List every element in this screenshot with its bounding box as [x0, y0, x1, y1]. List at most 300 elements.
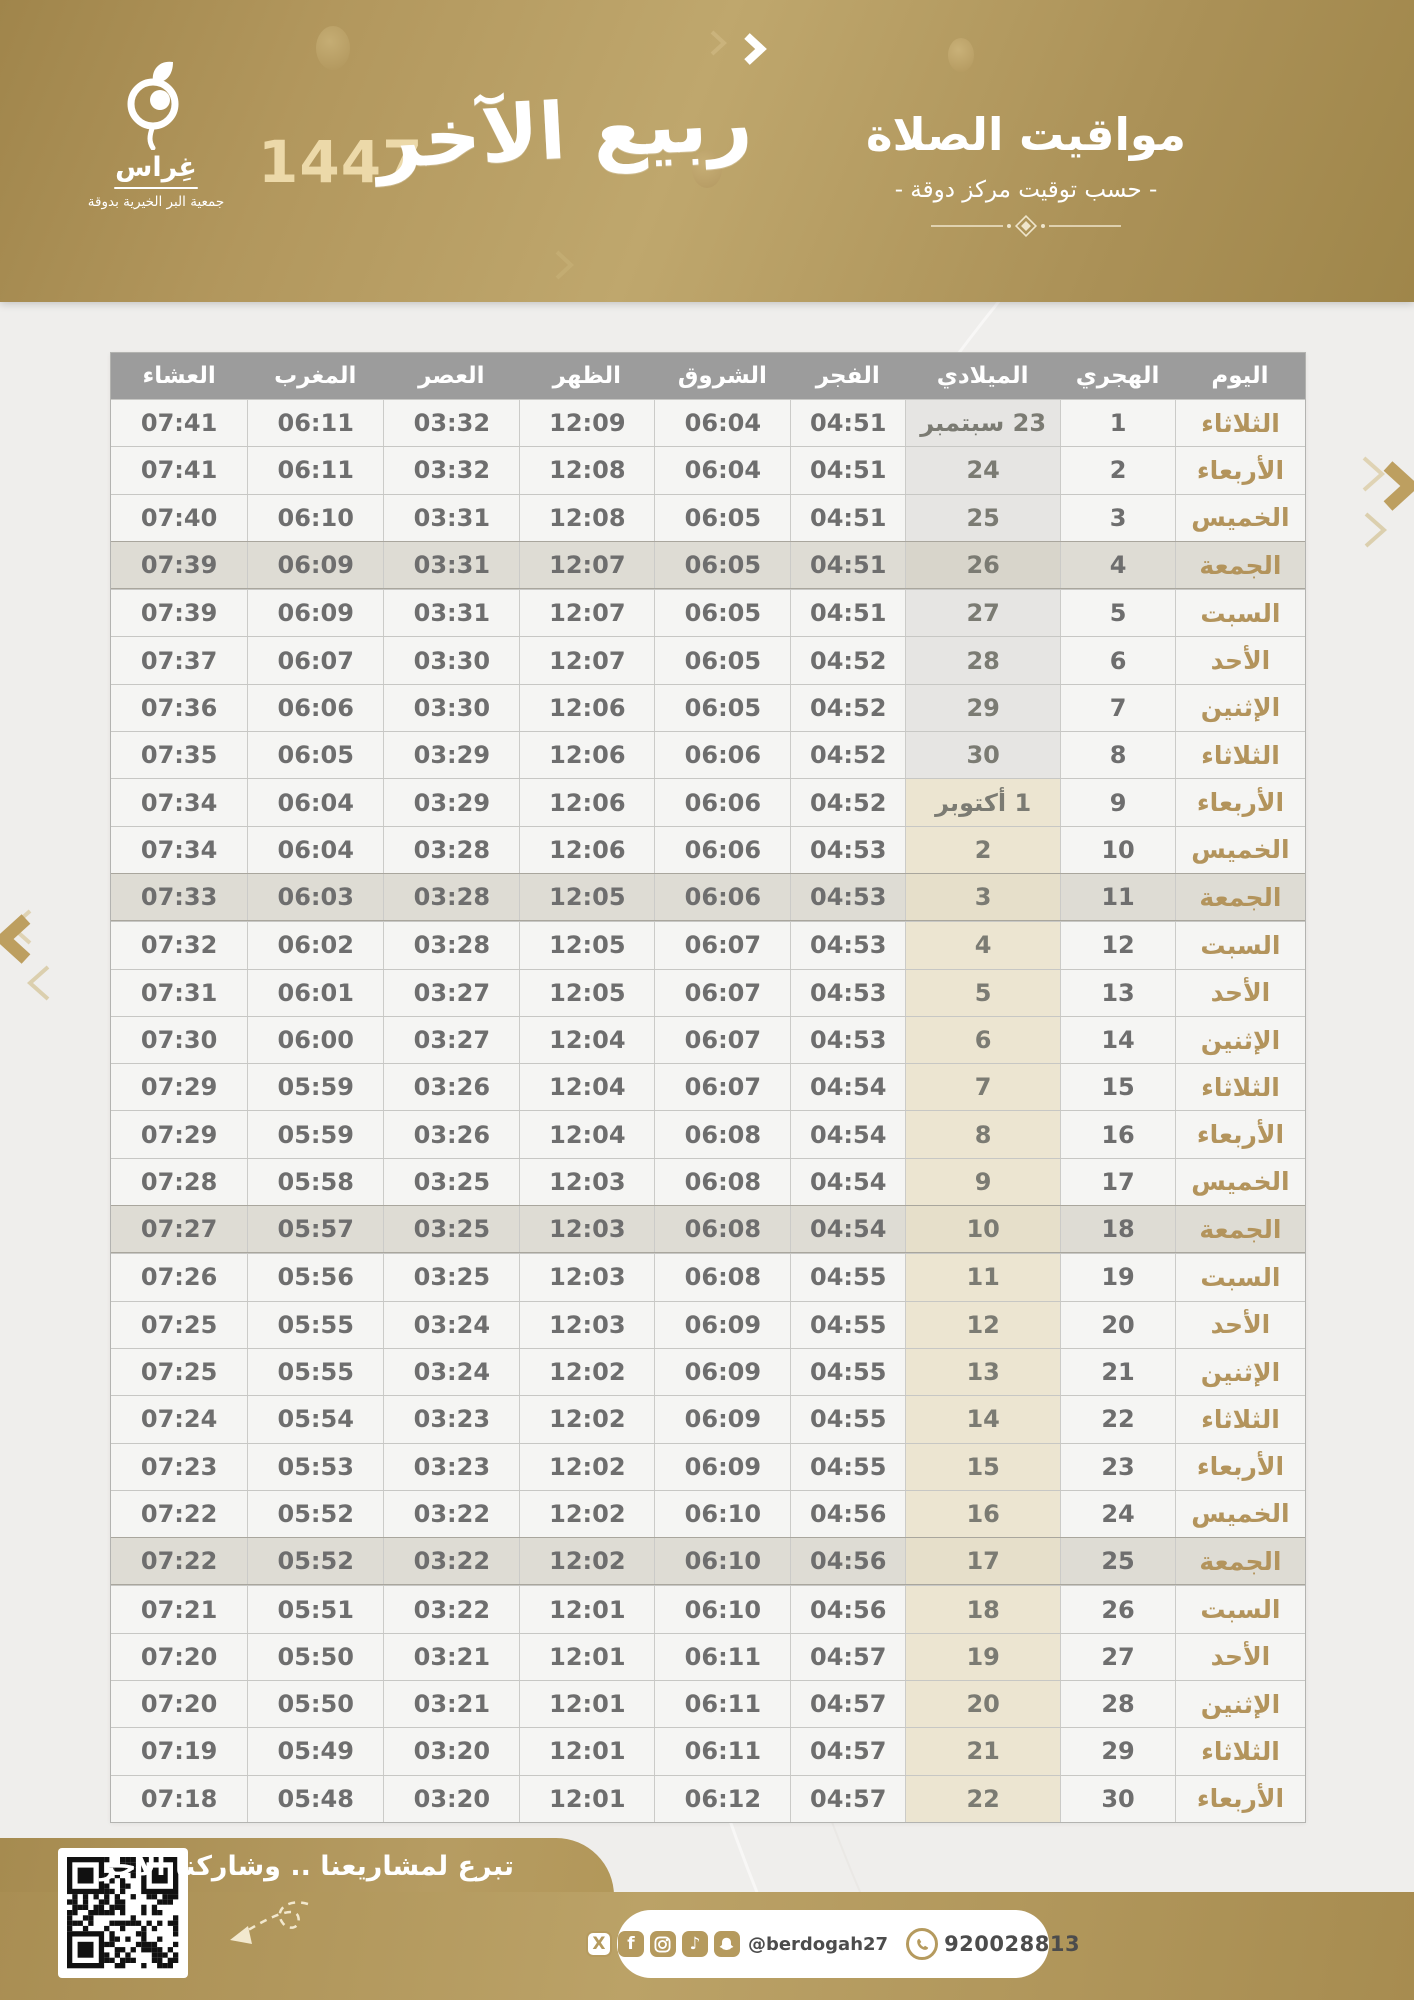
cell-isha: 07:21 [111, 1586, 247, 1632]
cell-asr: 03:25 [383, 1159, 519, 1205]
cell-maghrib: 05:56 [247, 1254, 383, 1300]
cell-fajr: 04:55 [790, 1302, 905, 1348]
cell-fajr: 04:54 [790, 1206, 905, 1252]
cell-asr: 03:27 [383, 1017, 519, 1063]
cell-asr: 03:31 [383, 590, 519, 636]
cell-isha: 07:22 [111, 1538, 247, 1584]
cell-fajr: 04:52 [790, 637, 905, 683]
cell-greg: 5 [905, 970, 1060, 1016]
cell-maghrib: 05:55 [247, 1302, 383, 1348]
cell-day: الأحد [1175, 1302, 1305, 1348]
cell-day: الخميس [1175, 827, 1305, 873]
table-row [111, 969, 1305, 1016]
instagram-icon [650, 1931, 676, 1957]
whatsapp-icon [906, 1928, 938, 1960]
cell-dhuhr: 12:06 [519, 732, 654, 778]
cell-sunrise: 06:08 [654, 1111, 790, 1157]
cell-greg: 7 [905, 1064, 1060, 1110]
logo-organization: جمعية البر الخيرية بدوقة [87, 194, 225, 210]
cell-day: الأربعاء [1175, 1776, 1305, 1822]
cell-asr: 03:30 [383, 685, 519, 731]
table-row [111, 1063, 1305, 1110]
social-contact-pill [592, 1910, 1081, 1978]
cell-sunrise: 06:08 [654, 1206, 790, 1252]
cell-sunrise: 06:12 [654, 1776, 790, 1822]
cell-dhuhr: 12:05 [519, 970, 654, 1016]
cell-hijri: 3 [1060, 495, 1175, 541]
cell-maghrib: 06:02 [247, 922, 383, 968]
cell-greg: 2 [905, 827, 1060, 873]
cell-day: الثلاثاء [1175, 1064, 1305, 1110]
cell-isha: 07:33 [111, 874, 247, 920]
cell-maghrib: 06:11 [247, 400, 383, 446]
cell-isha: 07:34 [111, 827, 247, 873]
table-body [111, 399, 1305, 1822]
ornament-divider-icon [931, 215, 1121, 237]
cell-fajr: 04:53 [790, 874, 905, 920]
bubble-decoration [948, 38, 974, 72]
cell-sunrise: 06:05 [654, 637, 790, 683]
page-subtitle: - حسب توقيت مركز دوقة - [894, 177, 1158, 203]
cell-sunrise: 06:05 [654, 590, 790, 636]
cell-sunrise: 06:07 [654, 922, 790, 968]
cell-greg: 15 [905, 1444, 1060, 1490]
cell-dhuhr: 12:05 [519, 922, 654, 968]
cell-greg: 24 [905, 447, 1060, 493]
cell-asr: 03:21 [383, 1681, 519, 1727]
cell-maghrib: 05:48 [247, 1776, 383, 1822]
cell-dhuhr: 12:02 [519, 1444, 654, 1490]
cell-asr: 03:29 [383, 779, 519, 825]
cell-hijri: 27 [1060, 1634, 1175, 1680]
cell-hijri: 18 [1060, 1206, 1175, 1252]
cell-greg: 26 [905, 542, 1060, 588]
cell-greg: 23 سبتمبر [905, 400, 1060, 446]
cell-day: الأربعاء [1175, 1444, 1305, 1490]
cell-maghrib: 06:10 [247, 495, 383, 541]
cell-sunrise: 06:07 [654, 1017, 790, 1063]
cell-isha: 07:31 [111, 970, 247, 1016]
phone-number: 920028813 [944, 1932, 1081, 1956]
cell-sunrise: 06:05 [654, 542, 790, 588]
table-row [111, 494, 1305, 541]
cell-fajr: 04:52 [790, 779, 905, 825]
cell-maghrib: 06:11 [247, 447, 383, 493]
cell-isha: 07:19 [111, 1728, 247, 1774]
table-row [111, 1395, 1305, 1442]
cell-sunrise: 06:06 [654, 874, 790, 920]
cell-dhuhr: 12:08 [519, 495, 654, 541]
chevron-right-icon [552, 248, 578, 282]
cell-day: الإثنين [1175, 1017, 1305, 1063]
cell-asr: 03:28 [383, 922, 519, 968]
cell-dhuhr: 12:09 [519, 400, 654, 446]
header-banner [0, 0, 1414, 302]
cell-dhuhr: 12:08 [519, 447, 654, 493]
cell-day: السبت [1175, 1586, 1305, 1632]
cell-dhuhr: 12:06 [519, 779, 654, 825]
cell-fajr: 04:51 [790, 447, 905, 493]
cell-sunrise: 06:06 [654, 732, 790, 778]
cell-sunrise: 06:10 [654, 1586, 790, 1632]
cell-asr: 03:28 [383, 874, 519, 920]
table-row [111, 826, 1305, 873]
column-header-maghrib: المغرب [274, 363, 357, 389]
cell-maghrib: 05:51 [247, 1586, 383, 1632]
cell-greg: 13 [905, 1349, 1060, 1395]
cell-maghrib: 05:50 [247, 1681, 383, 1727]
cell-greg: 18 [905, 1586, 1060, 1632]
cell-day: الثلاثاء [1175, 1396, 1305, 1442]
cell-sunrise: 06:11 [654, 1681, 790, 1727]
cell-asr: 03:22 [383, 1491, 519, 1537]
cell-dhuhr: 12:07 [519, 542, 654, 588]
table-row [111, 873, 1305, 921]
cell-dhuhr: 12:02 [519, 1538, 654, 1584]
cell-sunrise: 06:04 [654, 400, 790, 446]
table-row [111, 1443, 1305, 1490]
cell-isha: 07:32 [111, 922, 247, 968]
cell-asr: 03:31 [383, 542, 519, 588]
cell-maghrib: 05:52 [247, 1491, 383, 1537]
table-row [111, 446, 1305, 493]
cell-hijri: 1 [1060, 400, 1175, 446]
table-row [111, 589, 1305, 636]
cell-day: الأربعاء [1175, 1111, 1305, 1157]
prayer-times-table [110, 352, 1306, 1823]
cell-isha: 07:20 [111, 1634, 247, 1680]
cell-dhuhr: 12:06 [519, 685, 654, 731]
x-icon: X [586, 1931, 612, 1957]
cell-sunrise: 06:11 [654, 1634, 790, 1680]
table-row [111, 1348, 1305, 1395]
cell-dhuhr: 12:01 [519, 1586, 654, 1632]
cell-greg: 16 [905, 1491, 1060, 1537]
cell-hijri: 28 [1060, 1681, 1175, 1727]
cell-hijri: 15 [1060, 1064, 1175, 1110]
cell-sunrise: 06:05 [654, 685, 790, 731]
cell-maghrib: 05:54 [247, 1396, 383, 1442]
cell-greg: 6 [905, 1017, 1060, 1063]
plant-logo-icon [113, 58, 199, 150]
table-row [111, 1253, 1305, 1300]
cell-greg: 20 [905, 1681, 1060, 1727]
cell-sunrise: 06:04 [654, 447, 790, 493]
cell-greg: 9 [905, 1159, 1060, 1205]
cell-day: السبت [1175, 590, 1305, 636]
cell-sunrise: 06:09 [654, 1396, 790, 1442]
logo-rule [114, 187, 198, 189]
month-calligraphy: ربيع الآخر [373, 77, 755, 187]
cell-greg: 11 [905, 1254, 1060, 1300]
cell-isha: 07:41 [111, 447, 247, 493]
cell-isha: 07:41 [111, 400, 247, 446]
cell-fajr: 04:51 [790, 495, 905, 541]
cell-maghrib: 06:04 [247, 779, 383, 825]
table-header-row [111, 353, 1305, 399]
table-row [111, 399, 1305, 446]
cell-sunrise: 06:11 [654, 1728, 790, 1774]
cell-dhuhr: 12:07 [519, 590, 654, 636]
cell-sunrise: 06:08 [654, 1159, 790, 1205]
title-block [766, 108, 1286, 241]
cell-fajr: 04:56 [790, 1491, 905, 1537]
cell-hijri: 29 [1060, 1728, 1175, 1774]
cell-dhuhr: 12:06 [519, 827, 654, 873]
cell-dhuhr: 12:04 [519, 1017, 654, 1063]
donate-text: تبرع لمشاريعنا .. وشاركنا الأجر [100, 1851, 514, 1882]
cell-dhuhr: 12:02 [519, 1491, 654, 1537]
table-row [111, 1775, 1305, 1822]
cell-hijri: 14 [1060, 1017, 1175, 1063]
cell-sunrise: 06:06 [654, 779, 790, 825]
cell-fajr: 04:55 [790, 1396, 905, 1442]
table-row [111, 921, 1305, 968]
cell-fajr: 04:51 [790, 590, 905, 636]
cell-maghrib: 05:50 [247, 1634, 383, 1680]
table-row [111, 1585, 1305, 1632]
cell-hijri: 12 [1060, 922, 1175, 968]
cell-day: الأحد [1175, 1634, 1305, 1680]
cell-isha: 07:34 [111, 779, 247, 825]
cell-hijri: 24 [1060, 1491, 1175, 1537]
table-row [111, 1633, 1305, 1680]
left-chevrons-decoration [0, 905, 110, 1019]
right-chevrons-decoration [1304, 452, 1414, 566]
cell-maghrib: 05:49 [247, 1728, 383, 1774]
cell-isha: 07:23 [111, 1444, 247, 1490]
cell-dhuhr: 12:01 [519, 1776, 654, 1822]
table-row [111, 778, 1305, 825]
table-row [111, 1158, 1305, 1205]
cell-dhuhr: 12:03 [519, 1302, 654, 1348]
cell-day: الخميس [1175, 1159, 1305, 1205]
cell-hijri: 8 [1060, 732, 1175, 778]
cell-hijri: 13 [1060, 970, 1175, 1016]
cell-asr: 03:20 [383, 1728, 519, 1774]
cell-isha: 07:28 [111, 1159, 247, 1205]
cell-fajr: 04:54 [790, 1064, 905, 1110]
cell-sunrise: 06:07 [654, 1064, 790, 1110]
cell-fajr: 04:55 [790, 1349, 905, 1395]
cell-greg: 25 [905, 495, 1060, 541]
cell-dhuhr: 12:03 [519, 1206, 654, 1252]
cell-asr: 03:23 [383, 1444, 519, 1490]
cell-hijri: 9 [1060, 779, 1175, 825]
table-row [111, 731, 1305, 778]
column-header-isha: العشاء [142, 363, 216, 389]
chevron-right-icon [742, 32, 768, 66]
cell-sunrise: 06:09 [654, 1349, 790, 1395]
cell-asr: 03:25 [383, 1254, 519, 1300]
cell-fajr: 04:57 [790, 1634, 905, 1680]
cell-isha: 07:37 [111, 637, 247, 683]
cell-dhuhr: 12:01 [519, 1634, 654, 1680]
snapchat-icon [714, 1931, 740, 1957]
cell-greg: 4 [905, 922, 1060, 968]
page-title: مواقيت الصلاة [865, 108, 1187, 161]
cell-maghrib: 05:55 [247, 1349, 383, 1395]
cell-asr: 03:20 [383, 1776, 519, 1822]
cell-maghrib: 06:09 [247, 542, 383, 588]
cell-maghrib: 05:58 [247, 1159, 383, 1205]
cell-day: السبت [1175, 922, 1305, 968]
cell-day: الإثنين [1175, 685, 1305, 731]
charity-logo [78, 58, 234, 210]
cell-greg: 27 [905, 590, 1060, 636]
column-header-day: اليوم [1211, 363, 1269, 389]
cell-greg: 1 أكتوبر [905, 779, 1060, 825]
tiktok-icon: ♪ [682, 1931, 708, 1957]
cell-maghrib: 05:53 [247, 1444, 383, 1490]
cell-day: الثلاثاء [1175, 1728, 1305, 1774]
cell-sunrise: 06:09 [654, 1302, 790, 1348]
table-row [111, 1727, 1305, 1774]
cell-greg: 14 [905, 1396, 1060, 1442]
cell-fajr: 04:56 [790, 1538, 905, 1584]
cell-day: السبت [1175, 1254, 1305, 1300]
cell-hijri: 11 [1060, 874, 1175, 920]
cell-day: الجمعة [1175, 542, 1305, 588]
cell-maghrib: 06:09 [247, 590, 383, 636]
cell-asr: 03:22 [383, 1538, 519, 1584]
column-header-greg: الميلادي [936, 363, 1029, 389]
cell-fajr: 04:57 [790, 1681, 905, 1727]
cell-dhuhr: 12:01 [519, 1681, 654, 1727]
cell-hijri: 20 [1060, 1302, 1175, 1348]
column-header-fajr: الفجر [815, 363, 880, 389]
cell-day: الخميس [1175, 1491, 1305, 1537]
cell-asr: 03:24 [383, 1302, 519, 1348]
bubble-decoration [316, 26, 350, 70]
cell-greg: 10 [905, 1206, 1060, 1252]
cell-greg: 19 [905, 1634, 1060, 1680]
cell-hijri: 5 [1060, 590, 1175, 636]
cell-dhuhr: 12:03 [519, 1159, 654, 1205]
cell-isha: 07:24 [111, 1396, 247, 1442]
cell-sunrise: 06:06 [654, 827, 790, 873]
cell-isha: 07:22 [111, 1491, 247, 1537]
cell-asr: 03:29 [383, 732, 519, 778]
cell-dhuhr: 12:04 [519, 1111, 654, 1157]
cell-fajr: 04:55 [790, 1254, 905, 1300]
cell-isha: 07:25 [111, 1302, 247, 1348]
cell-day: الأربعاء [1175, 447, 1305, 493]
table-row [111, 1205, 1305, 1253]
cell-hijri: 10 [1060, 827, 1175, 873]
cell-asr: 03:32 [383, 447, 519, 493]
cell-asr: 03:27 [383, 970, 519, 1016]
cell-maghrib: 05:59 [247, 1064, 383, 1110]
cell-dhuhr: 12:05 [519, 874, 654, 920]
cell-sunrise: 06:08 [654, 1254, 790, 1300]
cell-isha: 07:36 [111, 685, 247, 731]
cell-greg: 8 [905, 1111, 1060, 1157]
cell-isha: 07:27 [111, 1206, 247, 1252]
table-row [111, 636, 1305, 683]
cell-day: الخميس [1175, 495, 1305, 541]
cell-maghrib: 06:07 [247, 637, 383, 683]
cell-fajr: 04:57 [790, 1728, 905, 1774]
cell-day: الأحد [1175, 637, 1305, 683]
cell-greg: 12 [905, 1302, 1060, 1348]
cell-asr: 03:24 [383, 1349, 519, 1395]
logo-name: غِراس [115, 152, 197, 183]
cell-day: الجمعة [1175, 1538, 1305, 1584]
cell-asr: 03:26 [383, 1111, 519, 1157]
cell-fajr: 04:52 [790, 685, 905, 731]
cell-maghrib: 06:04 [247, 827, 383, 873]
cell-maghrib: 06:03 [247, 874, 383, 920]
cell-hijri: 23 [1060, 1444, 1175, 1490]
cell-dhuhr: 12:02 [519, 1349, 654, 1395]
cell-dhuhr: 12:07 [519, 637, 654, 683]
table-row [111, 1016, 1305, 1063]
cell-hijri: 22 [1060, 1396, 1175, 1442]
cell-day: الثلاثاء [1175, 732, 1305, 778]
cell-sunrise: 06:05 [654, 495, 790, 541]
cell-isha: 07:39 [111, 542, 247, 588]
cell-isha: 07:39 [111, 590, 247, 636]
cell-fajr: 04:53 [790, 1017, 905, 1063]
cell-day: الجمعة [1175, 1206, 1305, 1252]
cell-sunrise: 06:09 [654, 1444, 790, 1490]
cell-fajr: 04:53 [790, 970, 905, 1016]
cell-maghrib: 06:00 [247, 1017, 383, 1063]
table-row [111, 1301, 1305, 1348]
column-header-dhuhr: الظهر [552, 363, 622, 389]
cell-asr: 03:21 [383, 1634, 519, 1680]
table-row [111, 1680, 1305, 1727]
facebook-icon: f [618, 1931, 644, 1957]
cell-day: الأحد [1175, 970, 1305, 1016]
cell-fajr: 04:53 [790, 922, 905, 968]
cell-greg: 29 [905, 685, 1060, 731]
table-row [111, 1110, 1305, 1157]
cell-greg: 22 [905, 1776, 1060, 1822]
cell-maghrib: 06:05 [247, 732, 383, 778]
cell-hijri: 6 [1060, 637, 1175, 683]
cell-greg: 28 [905, 637, 1060, 683]
cell-maghrib: 06:01 [247, 970, 383, 1016]
cell-sunrise: 06:10 [654, 1491, 790, 1537]
hijri-year: 1447 [258, 128, 424, 196]
cell-hijri: 25 [1060, 1538, 1175, 1584]
cell-fajr: 04:52 [790, 732, 905, 778]
cell-isha: 07:29 [111, 1111, 247, 1157]
cell-day: الأربعاء [1175, 779, 1305, 825]
cell-isha: 07:26 [111, 1254, 247, 1300]
column-header-hijri: الهجري [1075, 363, 1160, 389]
cell-hijri: 2 [1060, 447, 1175, 493]
cell-hijri: 19 [1060, 1254, 1175, 1300]
cell-fajr: 04:54 [790, 1159, 905, 1205]
cell-greg: 17 [905, 1538, 1060, 1584]
cell-maghrib: 05:59 [247, 1111, 383, 1157]
cell-hijri: 4 [1060, 542, 1175, 588]
cell-asr: 03:25 [383, 1206, 519, 1252]
cell-fajr: 04:51 [790, 542, 905, 588]
cell-maghrib: 05:52 [247, 1538, 383, 1584]
cell-isha: 07:30 [111, 1017, 247, 1063]
cell-fajr: 04:57 [790, 1776, 905, 1822]
cell-asr: 03:32 [383, 400, 519, 446]
table-row [111, 541, 1305, 589]
cell-day: الجمعة [1175, 874, 1305, 920]
social-handle: @berdogah27 [747, 1933, 889, 1955]
cell-dhuhr: 12:02 [519, 1396, 654, 1442]
cell-dhuhr: 12:01 [519, 1728, 654, 1774]
